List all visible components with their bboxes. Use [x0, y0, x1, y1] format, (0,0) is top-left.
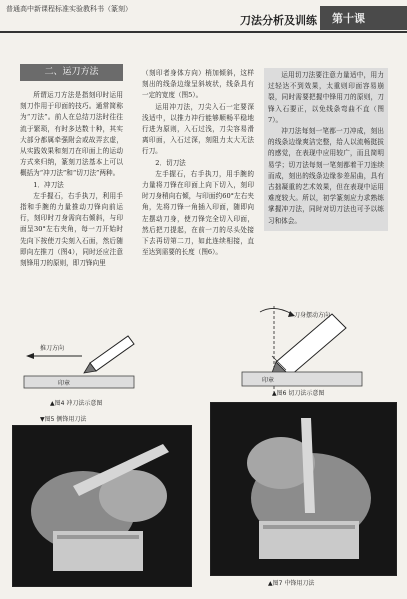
figure-4-diagram	[20, 318, 140, 400]
hand-carving-image	[13, 426, 191, 586]
photo-side-blade	[12, 425, 192, 587]
series-label: 普通高中新课程标准实验教科书（篆刻）	[6, 5, 132, 13]
seal-label: 印章	[58, 380, 71, 387]
text-column-2	[142, 68, 254, 258]
paragraph: 左手握石，右手执刀，利用手指和手腕的力量推动刀锋向前运行，刻印时刀身需向右倾斜，与印面呈30°左右夹角，每一刀开始时先向下按使刀尖刻入石面，然后随即向左推刀（图4），同时还应注意刻锋用刀的原则，即刀锋向里	[20, 191, 123, 268]
paragraph: 冲刀法每刻一笔都一刀冲成，刻出的线条边缘爽洁完整，给人以流畅挺拔的感觉，在表现中应用较广，而且简明易学；切刀法每刻一笔刻都着干刀连续而成，刻出的线条边缘参差屈曲，具有古拙凝重的艺术效果，但在表现中运用难度较大。所以，初学篆刻应力求熟练掌握冲刀法，同时对切刀法也可予以练习和体会。	[268, 127, 384, 225]
figure-caption: ▲图6 切刀法示意图	[272, 390, 325, 397]
paragraph: 运用切刀法要注意力量适中，用力过轻达不到效果，太重则印面容易崩裂，同时需要把握中锋用刀的原则，刀锋入石要正，以免线条弯曲不直（图7）。	[268, 71, 384, 124]
figure-caption: ▲图7 中锋用刀法	[268, 580, 315, 587]
lesson-block	[320, 6, 407, 30]
paragraph: 运用冲刀法，刀尖入石一定要深浅适中，以推力冲行能够顺畅平稳地行进为原则，入石过浅，刀尖容易滑离印面，入石过深，刻阻力太大无法行刀。	[142, 102, 254, 156]
lesson-label: 第十课	[332, 12, 365, 25]
arrow-label: 刀身摆动方向	[294, 312, 331, 319]
figure-caption: ▼图5 侧锋用刀法	[40, 416, 87, 423]
paragraph: （刻印者身体方向）梢加倾斜，这样刻出的线条边缘呈斜坡状，线条具有一定的宽度（图5）。	[142, 69, 254, 100]
header-rule	[0, 31, 407, 33]
subheading-cut: 2．切刀法	[155, 158, 186, 167]
arrow-label: 推刀方向	[40, 345, 65, 352]
subheading-push: 1．冲刀法	[33, 180, 64, 189]
push-knife-diagram	[20, 318, 140, 400]
chapter-title: 刀法分析及训练	[240, 14, 317, 27]
paragraph: 所谓运刀方法是指刻印时运用刻刀作用于印面的技巧。通常简称为“刀法”。前人在总结刀法时往往流于繁琐，有时多达数十种，其实大部分都属牵强附会或故弄玄虚，从实践效果和刻刀在印面上的运动方式来归纳，篆刻刀法基本上可以概括为“冲刀法”和“切刀法”两种。	[20, 91, 123, 178]
seal-label: 印章	[262, 377, 275, 384]
hand-carving-image	[211, 403, 396, 575]
figure-caption: ▲图4 冲刀法示意图	[50, 400, 103, 407]
photo-center-blade	[210, 402, 397, 576]
section-title: 二、运刀方法	[20, 64, 123, 81]
text-column-1	[20, 90, 123, 269]
paragraph: 左手握石，右手执刀，用手腕的力量将刀锋在印面上向下切入，刻印时刀身稍向右倾，与印面约60°左右夹角，先将刀锋一角插入印面，随即向左摆动刀身，使刀锋完全切入印面，然后把刀提起，在前一刀的尽头处接下去再切第二刀，如此连续相接，直至达到需要的长度（图6）。	[142, 169, 254, 257]
text-column-3	[264, 68, 388, 231]
